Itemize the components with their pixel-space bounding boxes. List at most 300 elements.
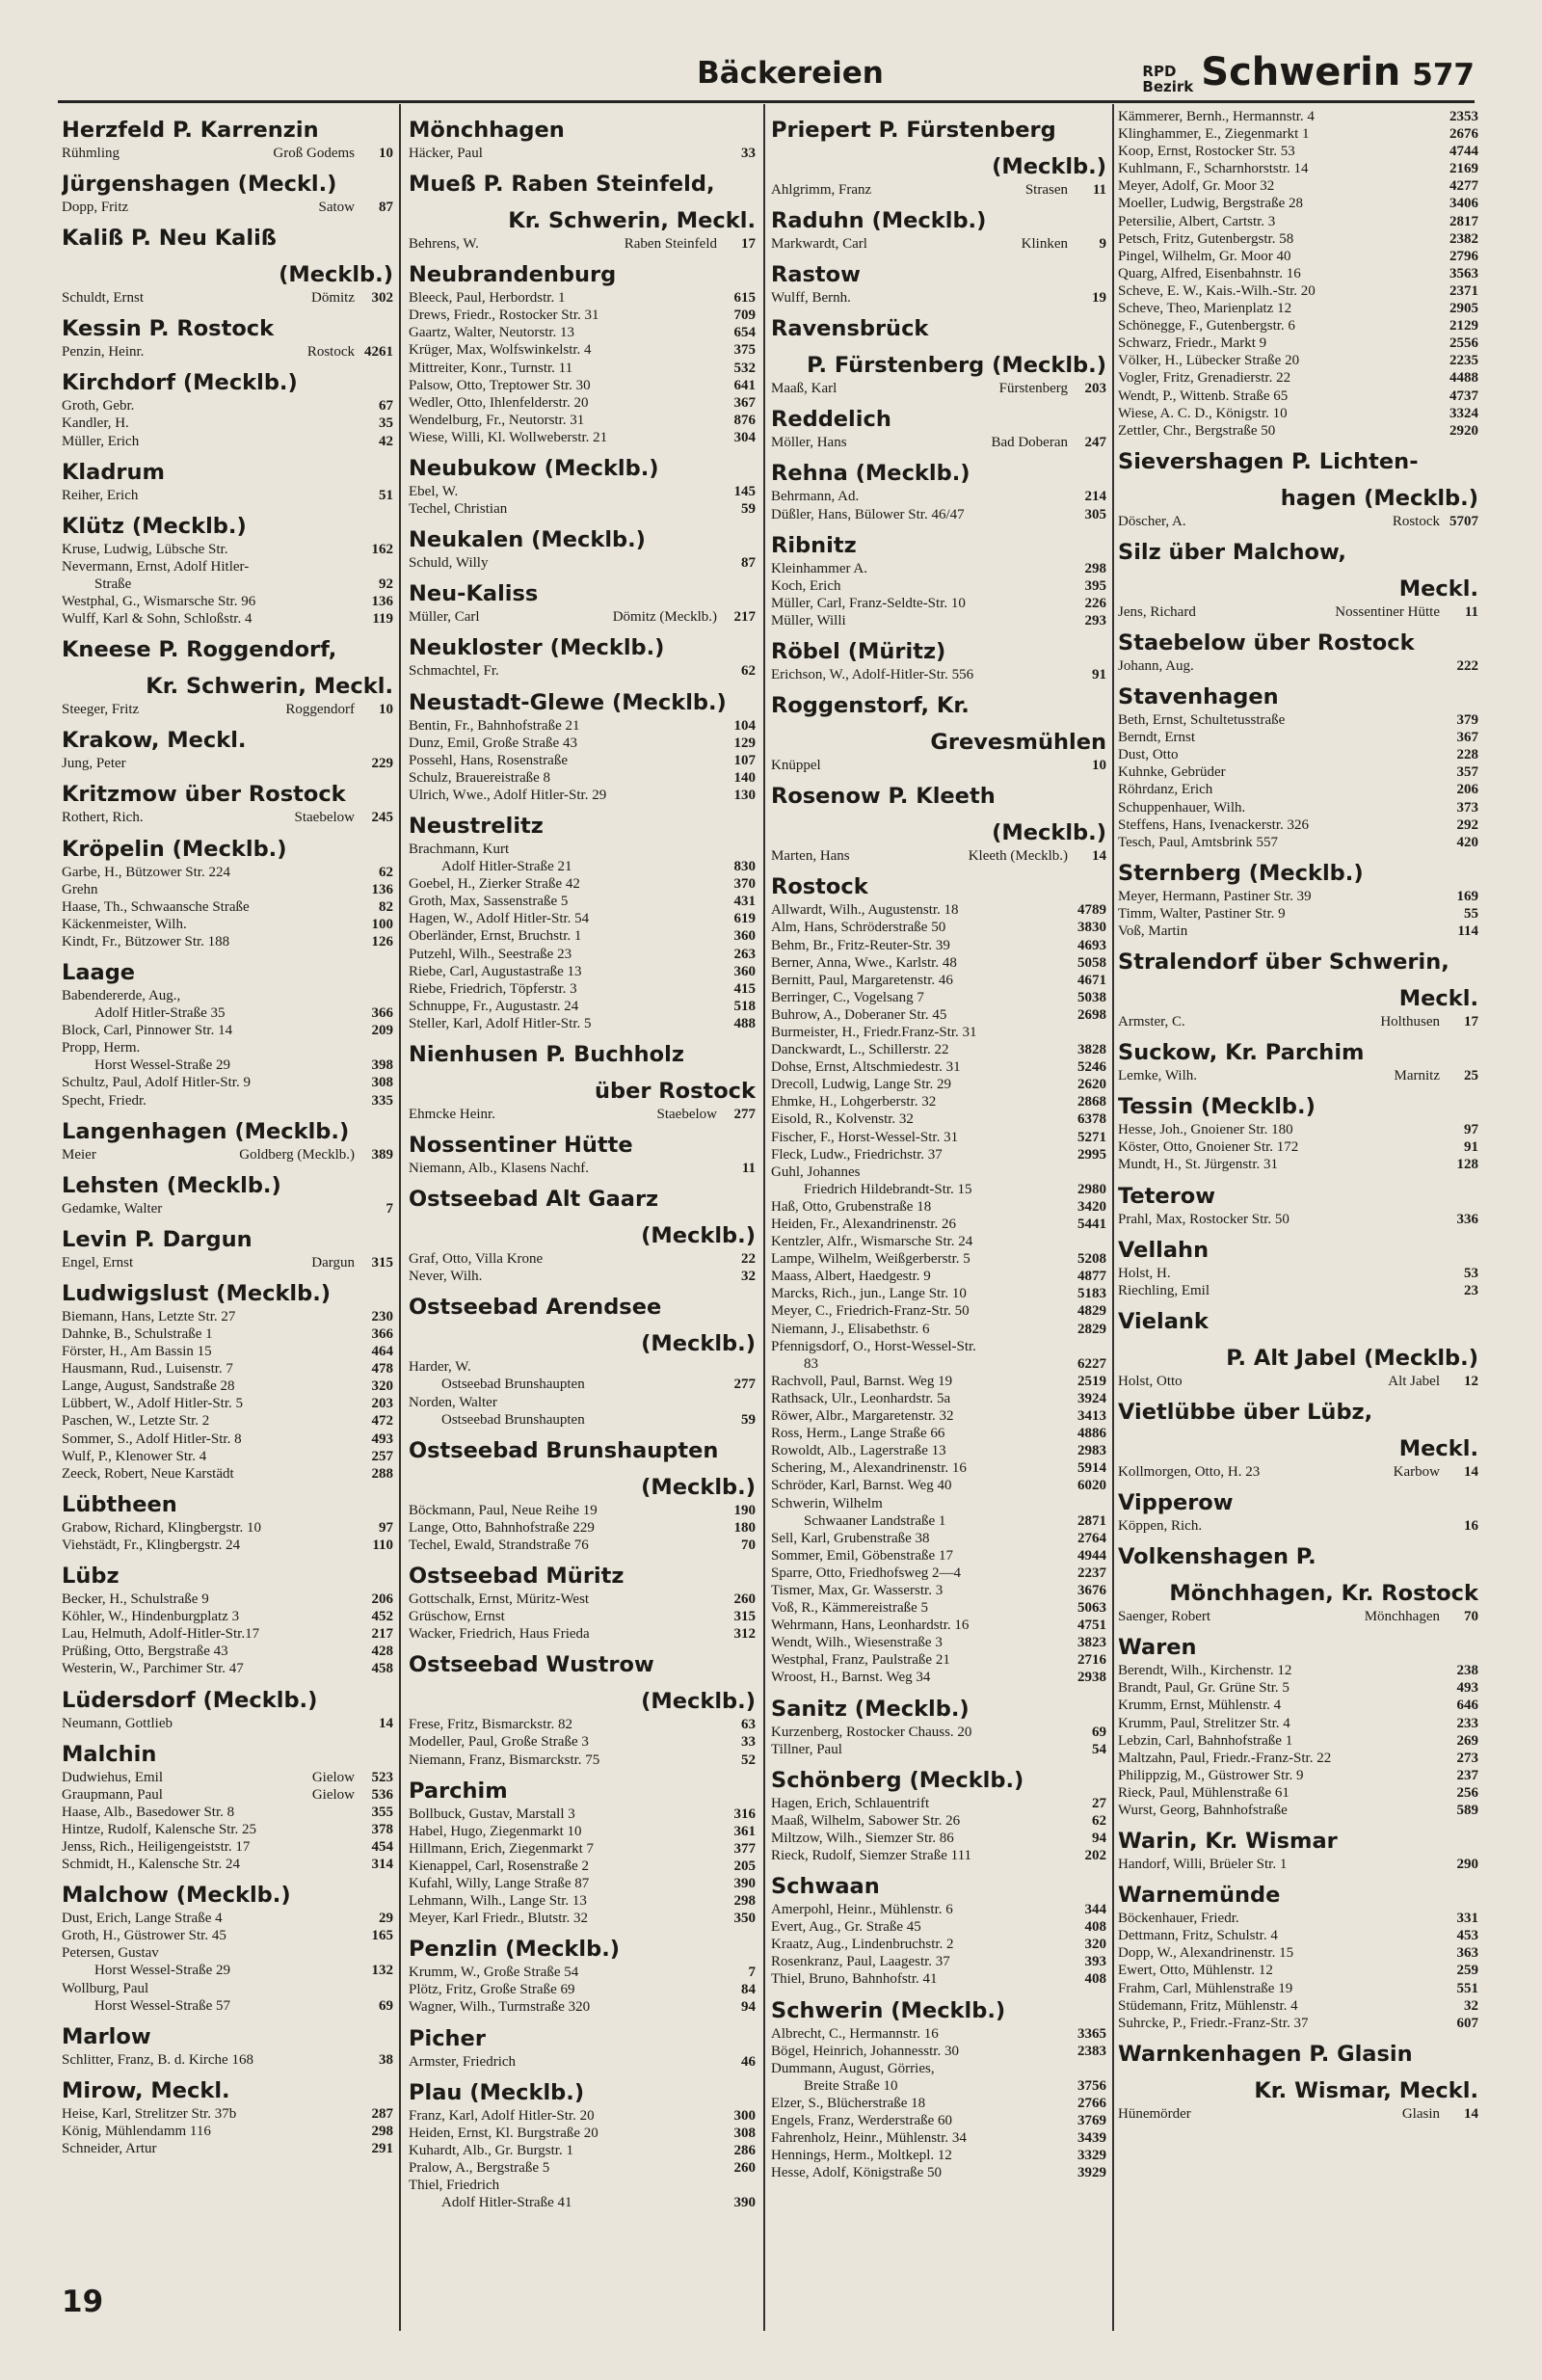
- listing-name: Hünemörder: [1118, 2105, 1191, 2122]
- listing-name: Techel, Ewald, Strandstraße 76: [409, 1537, 589, 1553]
- listing-number: 619: [733, 911, 756, 927]
- locality-heading: Stralendorf über Schwerin,: [1118, 949, 1449, 976]
- listing-place: Rostock: [306, 344, 355, 361]
- listing-place: Staebelow: [294, 810, 355, 826]
- listing-number: 29: [379, 1911, 393, 1927]
- listing-row: [409, 1591, 756, 1608]
- listing-row: [62, 1360, 393, 1377]
- listing-number: 4693: [1077, 937, 1106, 953]
- listing-name: Garbe, H., Bützower Str. 224: [62, 864, 230, 880]
- listing-name: Franz, Karl, Adolf Hitler-Str. 20: [409, 2107, 595, 2124]
- locality-heading: Priepert P. Fürstenberg: [771, 118, 1056, 143]
- locality-heading: Teterow: [1118, 1183, 1215, 1209]
- listing-name: Lemke, Wilh.: [1118, 1068, 1198, 1084]
- listing-row: [62, 1146, 393, 1163]
- listing-row: [62, 1254, 393, 1271]
- listing-number: 389: [371, 1146, 393, 1163]
- listing-number: 7: [748, 1965, 756, 1981]
- listing-row: [409, 554, 756, 572]
- listing-number: 67: [379, 398, 393, 414]
- listing-number: 140: [733, 769, 756, 786]
- listing-row: [409, 2177, 756, 2194]
- listing-row: [771, 506, 1106, 523]
- listing-row: [771, 2077, 1106, 2095]
- listing-name: Meyer, C., Friedrich-Franz-Str. 50: [771, 1303, 970, 1320]
- listing-row: [771, 1321, 1106, 1338]
- listing-row: [771, 1741, 1106, 1758]
- listing-number: 238: [1456, 1663, 1478, 1679]
- locality-heading: Staebelow über Rostock: [1118, 629, 1415, 655]
- listing-name: Westerin, W., Parchimer Str. 47: [62, 1661, 244, 1677]
- listing-number: 260: [733, 1591, 756, 1608]
- listing-row: [771, 577, 1106, 595]
- listing-row: [1118, 1121, 1478, 1138]
- listing-number: 4671: [1077, 972, 1106, 988]
- listing-name: Dummann, August, Görries,: [771, 2060, 935, 2076]
- listing-name: Hillmann, Erich, Ziegenmarkt 7: [409, 1840, 595, 1857]
- listing-row: [409, 1752, 756, 1769]
- column-divider: [763, 104, 765, 2331]
- listing-row: [62, 1660, 393, 1677]
- listing-row: [62, 1838, 393, 1856]
- listing-row: [409, 377, 756, 394]
- bezirk-label: Bezirk: [1142, 78, 1194, 95]
- listing-number: 33: [741, 1734, 756, 1751]
- locality-heading: Kirchdorf (Mecklb.): [62, 370, 298, 396]
- listing-number: 315: [733, 1609, 756, 1625]
- listing-number: 331: [1456, 1911, 1478, 1927]
- listing-number: 217: [371, 1626, 393, 1643]
- listing-row: [771, 1006, 1106, 1024]
- listing-number: 69: [1092, 1724, 1106, 1740]
- listing-row: [409, 1964, 756, 1981]
- listing-name: Schering, M., Alexandrinenstr. 16: [771, 1460, 967, 1477]
- listing-row: [62, 289, 393, 307]
- listing-name: Thiel, Friedrich: [409, 2178, 500, 2193]
- listing-row: [62, 1997, 393, 2015]
- listing-number: 94: [741, 1999, 756, 2016]
- listing-number: 214: [1084, 489, 1106, 505]
- listing-number: 366: [371, 1326, 393, 1342]
- listing-number: 398: [371, 1057, 393, 1074]
- listing-row: [771, 2112, 1106, 2129]
- listing-name: Wendelburg, Fr., Neutorstr. 31: [409, 412, 585, 428]
- listing-name: Müller, Willi: [771, 612, 846, 628]
- listing-number: 431: [733, 894, 756, 910]
- locality-heading: Stavenhagen: [1118, 684, 1279, 710]
- listing-name: Wiese, A. C. D., Königstr. 10: [1118, 405, 1288, 421]
- listing-name: Krumm, Paul, Strelitzer Str. 4: [1118, 1715, 1290, 1731]
- listing-name: Reiher, Erich: [62, 487, 139, 503]
- locality-heading: Mönchhagen, Kr. Rostock: [1169, 1581, 1478, 1607]
- locality-heading: Neustrelitz: [409, 813, 544, 839]
- listing-place: Groß Godems: [273, 146, 355, 161]
- listing-row: [62, 881, 393, 898]
- listing-row: [62, 2051, 393, 2069]
- listing-name: Graf, Otto, Villa Krone: [409, 1251, 544, 1268]
- listing-name: Wiese, Willi, Kl. Wollweberstr. 21: [409, 429, 608, 445]
- listing-row: [62, 1519, 393, 1537]
- listing-row: [409, 1537, 756, 1554]
- locality-heading: Neu-Kaliss: [409, 581, 539, 607]
- listing-number: 226: [1084, 595, 1106, 611]
- listing-name: Biemann, Hans, Letzte Str. 27: [62, 1308, 236, 1324]
- listing-row: [409, 483, 756, 500]
- listing-number: 493: [1456, 1680, 1478, 1697]
- listing-number: 532: [733, 360, 756, 376]
- listing-name: Westphal, G., Wismarsche Str. 96: [62, 594, 256, 610]
- listing-number: 2983: [1077, 1443, 1106, 1459]
- listing-row: [771, 1459, 1106, 1477]
- listing-row: [771, 1953, 1106, 1970]
- listing-name: Pingel, Wilhelm, Gr. Moor 40: [1118, 248, 1291, 264]
- listing-row: [771, 560, 1106, 577]
- page-header: [58, 50, 1475, 98]
- locality-heading: Rostock: [771, 874, 868, 900]
- listing-row: [1118, 1997, 1478, 2015]
- listing-number: 19: [1092, 290, 1106, 307]
- listing-name: Nevermann, Ernst, Adolf Hitler-: [62, 558, 250, 575]
- listing-row: [771, 2129, 1106, 2147]
- listing-name: Köhler, W., Hindenburgplatz 3: [62, 1609, 240, 1625]
- listing-row: [409, 500, 756, 518]
- listing-row: [62, 1448, 393, 1465]
- listing-name: Wagner, Wilh., Turmstraße 320: [409, 1999, 591, 2016]
- listing-row: [771, 1795, 1106, 1812]
- listing-name: Schröder, Karl, Barnst. Weg 40: [771, 1478, 952, 1494]
- listing-name: Kämmerer, Bernh., Hermannstr. 4: [1118, 109, 1315, 124]
- listing-number: 53: [1464, 1265, 1478, 1281]
- listing-name: Riebe, Carl, Augustastraße 13: [409, 963, 582, 979]
- listing-row: [771, 1651, 1106, 1669]
- locality-heading: Volkenshagen P.: [1118, 1544, 1316, 1570]
- listing-row: [1118, 1463, 1478, 1481]
- listing-row: [62, 1786, 393, 1804]
- listing-number: 315: [371, 1254, 393, 1270]
- listing-name: Berndt, Ernst: [1118, 730, 1195, 746]
- listing-row: [62, 1308, 393, 1325]
- listing-number: 27: [1092, 1795, 1106, 1811]
- listing-row: [771, 181, 1106, 199]
- listing-name: Maltzahn, Paul, Friedr.-Franz-Str. 22: [1118, 1750, 1332, 1766]
- listing-row: [409, 360, 756, 377]
- listing-number: 290: [1456, 1857, 1478, 1873]
- listing-row: [62, 1944, 393, 1962]
- listing-name: Bögel, Heinrich, Johannesstr. 30: [771, 2043, 959, 2059]
- listing-name: Ehmke, H., Lohgerberstr. 32: [771, 1094, 937, 1110]
- listing-name: Niemann, J., Elisabethstr. 6: [771, 1321, 930, 1337]
- listing-name: Fahrenholz, Heinr., Mühlenstr. 34: [771, 2130, 967, 2147]
- listing-number: 3929: [1077, 2165, 1106, 2181]
- listing-row: [62, 1004, 393, 1022]
- listing-number: 162: [371, 541, 393, 557]
- locality-heading: (Mecklb.): [641, 1689, 756, 1715]
- listing-row: [1118, 334, 1478, 352]
- listing-row: [62, 1022, 393, 1039]
- listing-number: 145: [733, 484, 756, 500]
- listing-row: [771, 1285, 1106, 1302]
- locality-heading: Nienhusen P. Buchholz: [409, 1042, 684, 1067]
- listing-row: [409, 858, 756, 875]
- listing-name: Hagen, W., Adolf Hitler-Str. 54: [409, 911, 590, 927]
- listing-number: 6378: [1077, 1111, 1106, 1128]
- listing-name: Lau, Helmuth, Adolf-Hitler-Str.17: [62, 1626, 260, 1643]
- listing-name: Straße: [94, 575, 132, 592]
- listing-name: Wulff, Bernh.: [771, 290, 851, 307]
- listing-row: [771, 1076, 1106, 1093]
- listing-name: Steeger, Fritz: [62, 702, 140, 718]
- listing-row: [409, 662, 756, 680]
- listing-row: [1118, 352, 1478, 369]
- listing-number: 2980: [1077, 1181, 1106, 1197]
- listing-row: [1118, 657, 1478, 675]
- listing-name: Possehl, Hans, Rosenstraße: [409, 752, 568, 768]
- listing-number: 82: [379, 898, 393, 915]
- listing-name: Wehrmann, Hans, Leonhardstr. 16: [771, 1618, 970, 1634]
- listing-number: 6020: [1077, 1478, 1106, 1494]
- listing-number: 367: [1456, 730, 1478, 746]
- listing-number: 5914: [1077, 1460, 1106, 1477]
- listing-number: 11: [1464, 603, 1478, 620]
- listing-number: 22: [741, 1251, 756, 1268]
- listing-number: 32: [1464, 1997, 1478, 2014]
- listing-name: Schneider, Artur: [62, 2141, 157, 2156]
- listing-row: [409, 998, 756, 1015]
- page-marker: 19: [62, 2285, 104, 2319]
- listing-row: [1118, 177, 1478, 195]
- listing-name: Tismer, Max, Gr. Wasserstr. 3: [771, 1582, 944, 1598]
- listing-name: Völker, H., Lübecker Straße 20: [1118, 353, 1300, 369]
- listing-name: Philippzig, M., Güstrower Str. 9: [1118, 1767, 1304, 1783]
- locality-heading: Grevesmühlen: [930, 730, 1106, 756]
- listing-number: 92: [379, 575, 393, 592]
- listing-number: 453: [1456, 1928, 1478, 1944]
- locality-heading: Plau (Mecklb.): [409, 2079, 585, 2105]
- listing-name: Jens, Richard: [1118, 603, 1196, 620]
- listing-name: Plötz, Fritz, Große Straße 69: [409, 1982, 575, 1998]
- locality-heading: Marlow: [62, 2023, 151, 2049]
- listing-name: Kienappel, Carl, Rosenstraße 2: [409, 1858, 590, 1874]
- listing-name: Drews, Friedr., Rostocker Str. 31: [409, 308, 599, 324]
- listing-name: Drecoll, Ludwig, Lange Str. 29: [771, 1077, 952, 1093]
- listing-name: Albrecht, C., Hermannstr. 16: [771, 2025, 939, 2042]
- listing-number: 2716: [1077, 1652, 1106, 1669]
- listing-name: Häcker, Paul: [409, 146, 483, 161]
- listing-row: [409, 341, 756, 359]
- listing-number: 589: [1456, 1802, 1478, 1818]
- listing-number: 3769: [1077, 2113, 1106, 2129]
- listing-row: [409, 980, 756, 998]
- listing-number: 12: [1464, 1373, 1478, 1389]
- listing-number: 3756: [1077, 2077, 1106, 2094]
- listing-number: 247: [1084, 435, 1106, 451]
- listing-number: 203: [1084, 381, 1106, 397]
- listing-row: [409, 145, 756, 162]
- listing-row: [409, 735, 756, 752]
- listing-name: Penzin, Heinr.: [62, 344, 145, 361]
- listing-number: 16: [1464, 1518, 1478, 1535]
- listing-name: Holst, Otto: [1118, 1373, 1183, 1389]
- listing-name: Horst Wessel-Straße 29: [94, 1057, 230, 1074]
- listing-number: 273: [1456, 1750, 1478, 1766]
- locality-heading: P. Fürstenberg (Mecklb.): [807, 353, 1106, 379]
- listing-name: Rühmling: [62, 146, 120, 161]
- listing-row: [62, 701, 393, 718]
- listing-row: [771, 1970, 1106, 1988]
- locality-heading: Neukloster (Mecklb.): [409, 635, 665, 661]
- listing-number: 2237: [1077, 1564, 1106, 1581]
- listing-place: Gielow: [311, 1786, 355, 1803]
- listing-number: 2371: [1449, 282, 1478, 299]
- listing-row: [771, 1512, 1106, 1530]
- listing-number: 14: [1092, 848, 1106, 865]
- listing-number: 2920: [1449, 422, 1478, 439]
- listing-name: Dust, Otto: [1118, 747, 1179, 763]
- listing-row: [1118, 513, 1478, 530]
- listing-name: Techel, Christian: [409, 501, 508, 518]
- listing-row: [771, 595, 1106, 612]
- listing-name: Müller, Carl, Franz-Seldte-Str. 10: [771, 595, 966, 611]
- listing-number: 10: [379, 146, 393, 161]
- listing-number: 2938: [1077, 1670, 1106, 1686]
- listing-name: Ross, Herm., Lange Straße 66: [771, 1426, 945, 1442]
- locality-heading: Lüdersdorf (Mecklb.): [62, 1687, 318, 1713]
- listing-row: [771, 989, 1106, 1006]
- locality-heading: Kr. Schwerin, Meckl.: [508, 208, 756, 234]
- listing-name: Behm, Br., Fritz-Reuter-Str. 39: [771, 937, 950, 953]
- listing-name: Putzehl, Wilh., Seestraße 23: [409, 946, 572, 962]
- listing-place: Alt Jabel: [1388, 1373, 1440, 1389]
- locality-heading: Silz über Malchow,: [1118, 539, 1346, 565]
- listing-number: 360: [733, 963, 756, 979]
- listing-number: 300: [733, 2107, 756, 2124]
- listing-row: [1118, 923, 1478, 940]
- listing-number: 5058: [1077, 954, 1106, 971]
- listing-row: [1118, 1715, 1478, 1732]
- listing-row: [1118, 1962, 1478, 1979]
- listing-name: Kruse, Ludwig, Lübsche Str.: [62, 541, 228, 557]
- listing-number: 4751: [1077, 1618, 1106, 1634]
- listing-row: [1118, 1750, 1478, 1767]
- locality-heading: Neubrandenburg: [409, 262, 617, 288]
- listing-name: Beth, Ernst, Schultetusstraße: [1118, 712, 1286, 729]
- listing-number: 355: [371, 1804, 393, 1820]
- listing-name: Krumm, W., Große Straße 54: [409, 1965, 579, 1981]
- listing-row: [1118, 781, 1478, 798]
- listing-row: [409, 394, 756, 412]
- locality-heading: Levin P. Dargun: [62, 1226, 253, 1252]
- listing-row: [771, 1146, 1106, 1163]
- listing-number: 2676: [1449, 126, 1478, 143]
- locality-heading: Vipperow: [1118, 1490, 1234, 1516]
- listing-name: Stüdemann, Fritz, Mühlenstr. 4: [1118, 1997, 1298, 2014]
- locality-heading: (Mecklb.): [992, 820, 1106, 846]
- listing-name: Ostseebad Brunshaupten: [441, 1377, 585, 1393]
- listing-row: [1118, 729, 1478, 746]
- listing-name: Lange, August, Sandstraße 28: [62, 1378, 235, 1395]
- listing-number: 5183: [1077, 1286, 1106, 1302]
- listing-name: Paschen, W., Letzte Str. 2: [62, 1413, 210, 1430]
- listing-number: 320: [1084, 1937, 1106, 1953]
- listing-row: [771, 1564, 1106, 1582]
- locality-heading: Schwerin (Mecklb.): [771, 1997, 1006, 2023]
- listing-number: 320: [371, 1378, 393, 1395]
- listing-name: Scheve, Theo, Marienplatz 12: [1118, 301, 1292, 317]
- listing-row: [62, 575, 393, 593]
- listing-row: [771, 919, 1106, 936]
- listing-row: [1118, 1980, 1478, 1997]
- listing-number: 3439: [1077, 2130, 1106, 2147]
- listing-name: Käckenmeister, Wilh.: [62, 916, 187, 932]
- listing-number: 33: [741, 146, 756, 161]
- listing-name: Behrmann, Ad.: [771, 489, 860, 505]
- listing-name: Petersilie, Albert, Cartstr. 3: [1118, 213, 1276, 229]
- listing-number: 107: [733, 752, 756, 768]
- listing-name: Allwardt, Wilh., Augustenstr. 18: [771, 902, 959, 919]
- locality-heading: Laage: [62, 959, 136, 985]
- listing-name: Hagen, Erich, Schlauentrift: [771, 1795, 930, 1811]
- listing-name: Meyer, Adolf, Gr. Moor 32: [1118, 178, 1275, 195]
- listing-row: [1118, 317, 1478, 334]
- listing-row: [409, 1840, 756, 1858]
- listing-number: 59: [741, 1411, 756, 1428]
- listing-name: Hesse, Joh., Gnoiener Str. 180: [1118, 1122, 1293, 1138]
- listing-row: [409, 910, 756, 927]
- locality-heading: P. Alt Jabel (Mecklb.): [1226, 1345, 1478, 1371]
- listing-name: Prüßing, Otto, Bergstraße 43: [62, 1644, 228, 1660]
- listing-name: Propp, Herm.: [62, 1040, 141, 1056]
- listing-number: 607: [1456, 2015, 1478, 2031]
- listing-row: [1118, 125, 1478, 143]
- listing-row: [771, 235, 1106, 253]
- listing-name: Kandler, H.: [62, 415, 129, 432]
- listing-row: [409, 1106, 756, 1123]
- listing-name: Modeller, Paul, Große Straße 3: [409, 1734, 589, 1751]
- listing-number: 646: [1456, 1698, 1478, 1714]
- listing-number: 428: [371, 1644, 393, 1660]
- listing-row: [409, 1160, 756, 1177]
- listing-number: 97: [379, 1519, 393, 1536]
- listing-name: Wurst, Georg, Bahnhofstraße: [1118, 1802, 1288, 1818]
- listing-name: Friedrich Hildebrandt-Str. 15: [804, 1181, 972, 1197]
- listing-row: [62, 1591, 393, 1608]
- listing-name: Ewert, Otto, Mühlenstr. 12: [1118, 1963, 1273, 1979]
- listing-row: [771, 1198, 1106, 1216]
- listing-row: [409, 1250, 756, 1268]
- locality-heading: Ribnitz: [771, 532, 857, 558]
- listing-name: Zettler, Chr., Bergstraße 50: [1118, 422, 1276, 439]
- listing-number: 373: [1456, 799, 1478, 816]
- listing-name: Armster, C.: [1118, 1014, 1185, 1030]
- listing-row: [771, 1634, 1106, 1651]
- listing-name: Rowoldt, Alb., Lagerstraße 13: [771, 1443, 946, 1459]
- listing-name: Mundt, H., St. Jürgenstr. 31: [1118, 1157, 1278, 1173]
- listing-name: Pfennigsdorf, O., Horst-Wessel-Str.: [771, 1338, 976, 1354]
- listing-row: [771, 954, 1106, 972]
- listing-row: [771, 1041, 1106, 1058]
- listing-row: [1118, 1927, 1478, 1944]
- listing-number: 260: [733, 2159, 756, 2176]
- listing-number: 269: [1456, 1732, 1478, 1749]
- listing-number: 536: [371, 1786, 393, 1803]
- listing-name: Heiden, Fr., Alexandrinenstr. 26: [771, 1217, 957, 1232]
- listing-number: 63: [741, 1717, 756, 1733]
- listing-name: König, Mühlendamm 116: [62, 2123, 211, 2139]
- district-heading: [1142, 50, 1475, 94]
- listing-name: Ahlgrimm, Franz: [771, 182, 872, 198]
- listing-name: Norden, Walter: [409, 1394, 497, 1410]
- listing-number: 408: [1084, 1919, 1106, 1936]
